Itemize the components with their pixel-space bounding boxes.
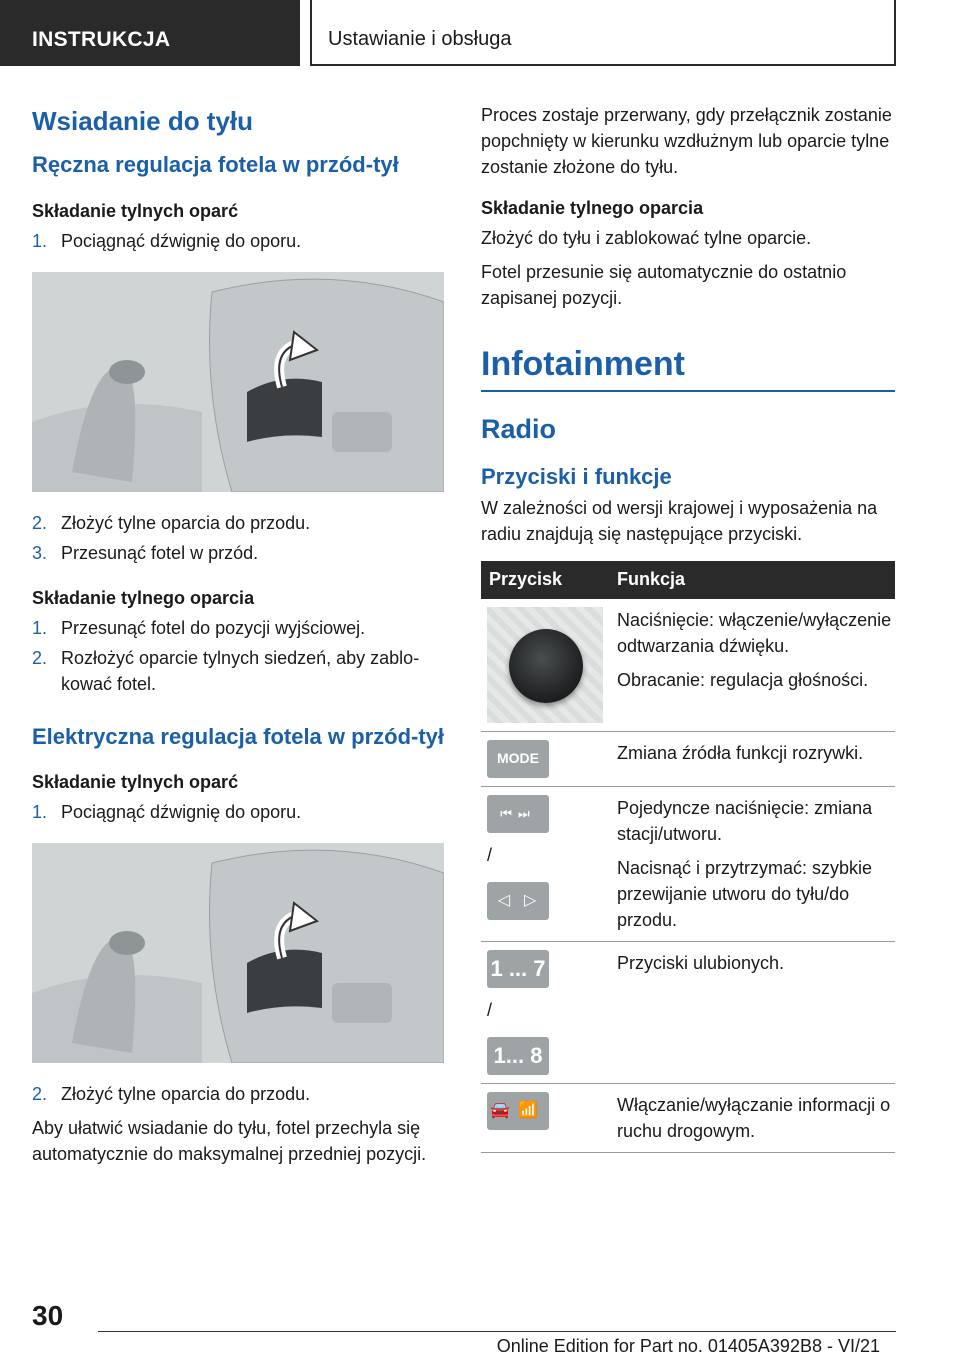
table-header — [481, 561, 895, 599]
arrow-buttons-icon: ◁▷ — [487, 882, 549, 920]
mode-button-icon: MODE — [487, 740, 549, 778]
note-paragraph: Aby ułatwić wsiadanie do tyłu, fotel przechyla się automatycznie do maksymalnej przedniej pozycji. — [32, 1118, 427, 1164]
interrupt-paragraph: Proces zostaje przerwany, gdy przełącznik zostanie popchnięty w kierunku wzdłużnym lub oparcie tylne zostanie złożone do tyłu. — [481, 105, 892, 177]
heading-folding-backrests-2: Składanie tylnych oparć — [32, 772, 239, 792]
table-row — [481, 599, 895, 732]
edition-text: Online Edition for Part no. 01405A392B8 - VI/21 — [496, 1336, 880, 1356]
list-item: 1. Pociągnąć dźwignię do oporu. — [32, 802, 302, 822]
function-text: Włączanie/wyłączanie informacji o ruchu drogowym. — [617, 1094, 891, 1141]
seat-lever-photo — [32, 272, 444, 492]
favorites-7-button-icon: 1 ... 7 — [487, 950, 549, 988]
column-header-button: Przycisk — [481, 561, 603, 599]
footer-divider — [98, 1331, 896, 1332]
seat-lever-illustration-2 — [32, 843, 444, 1063]
volume-knob-icon — [487, 607, 603, 723]
subsection-title-manual: Ręczna regulacja fotela w przód-tył — [32, 152, 399, 177]
page-number: 30 — [32, 1300, 64, 1331]
list-item: 2. Złożyć tylne oparcia do przodu. — [32, 1084, 311, 1104]
traffic-info-button-icon: 🚘📶 — [487, 1092, 549, 1130]
list-item: 1. Przesunąć fotel do pozycji wyjściowej. — [32, 617, 366, 638]
chapter-title-infotainment: Infotainment — [481, 345, 895, 392]
function-text: Naciśnięcie: włączenie/wyłączenie odtwarzania dźwięku. — [617, 609, 892, 656]
seat-lever-illustration — [32, 272, 444, 492]
chapter-tab: Ustawianie i obsługa — [310, 0, 896, 66]
separator-slash: / — [487, 844, 493, 865]
function-text: Nacisnąć i przytrzymać: szybkie przewijanie utworu do tyłu/do przodu. — [617, 857, 873, 930]
table-row — [481, 1083, 895, 1152]
table-row — [481, 731, 895, 786]
heading-folding-backrests: Składanie tylnych oparć — [32, 200, 239, 221]
buttons-table — [481, 561, 895, 1153]
subsection-title-electric: Elektryczna regulacja fotela w przód-tył — [32, 723, 445, 749]
seat-lever-photo-2 — [32, 843, 444, 1063]
heading-folding-backrest-2: Składanie tylnego oparcia — [481, 198, 704, 218]
section-tab: INSTRUKCJA — [0, 0, 300, 66]
function-text: Pojedyncze naciśnięcie: zmiana stacji/utworu. — [617, 797, 873, 844]
list-item: 2. Rozłożyć oparcie tylnych siedzeń, aby zablokować fotel. — [32, 647, 420, 694]
table-row — [481, 941, 895, 1083]
paragraph: Złożyć do tyłu i zablokować tylne oparcie. — [481, 228, 812, 248]
separator-slash: / — [487, 999, 493, 1020]
skip-buttons-icon: ⏮⏭ — [487, 795, 549, 833]
list-item: 2. Złożyć tylne oparcia do przodu. — [32, 512, 311, 533]
section-title-radio: Radio — [481, 414, 557, 444]
heading-folding-backrest: Składanie tylnego oparcia — [32, 587, 255, 608]
section-title: Wsiadanie do tyłu — [32, 106, 254, 136]
function-text: Zmiana źródła funkcji rozrywki. — [617, 742, 864, 763]
favorites-8-button-icon: 1... 8 — [487, 1037, 549, 1075]
function-text: Przyciski ulubionych. — [617, 952, 785, 973]
column-header-function: Funkcja — [603, 561, 895, 599]
list-item: 1. Pociągnąć dźwignię do oporu. — [32, 230, 302, 251]
list-item: 3. Przesunąć fotel w przód. — [32, 542, 259, 563]
left-column — [32, 100, 444, 1167]
table-row — [481, 786, 895, 941]
page-header — [0, 0, 960, 66]
paragraph: Fotel przesunie się automatycznie do ostatnio zapisanej pozycji. — [481, 262, 847, 308]
right-column — [481, 100, 895, 1153]
subsection-title-buttons: Przyciski i funkcje — [481, 464, 672, 489]
function-text: Obracanie: regulacja głośności. — [617, 669, 869, 690]
buttons-intro: W zależności od wersji krajowej i wyposażenia na radiu znajdują się następujące przyciski. — [481, 497, 878, 544]
